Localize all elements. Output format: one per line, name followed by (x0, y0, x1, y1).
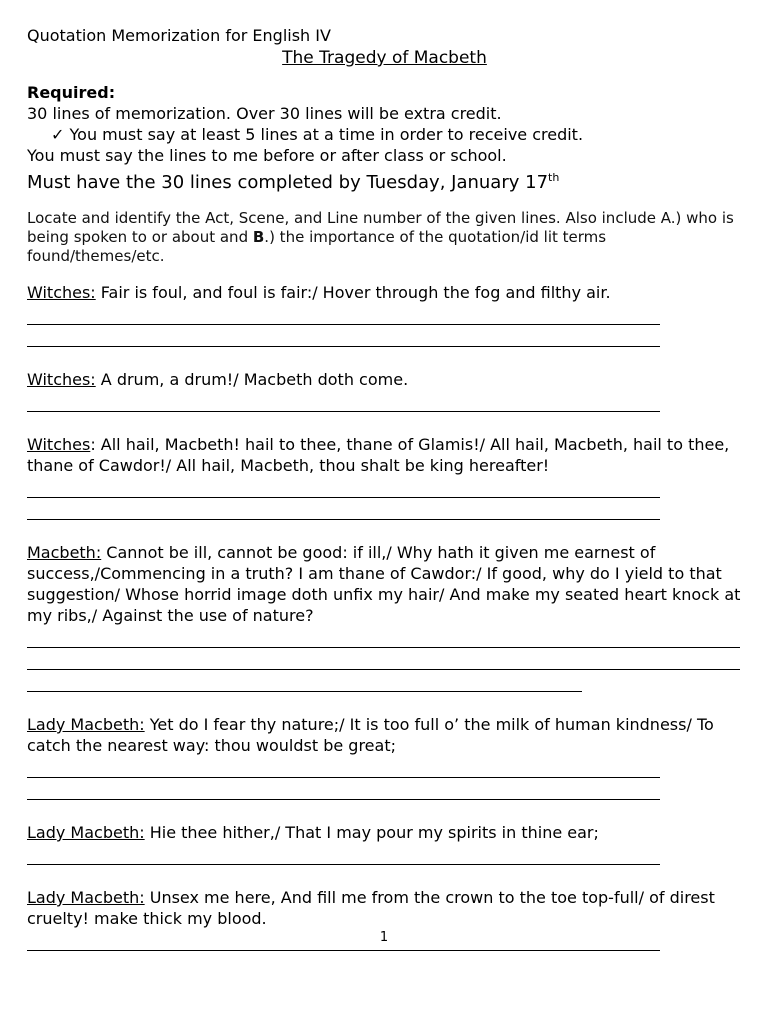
quote-block (27, 542, 742, 626)
quote-block (27, 434, 742, 476)
answer-blank-line[interactable] (27, 518, 660, 520)
quote-text: : All hail, Macbeth! hail to thee, thane of Glamis!/ All hail, Macbeth, hail to thee, thane of Cawdor!/ All hail, Macbeth, thou shalt be king hereafter! (27, 435, 730, 475)
check-mark-icon: ✓ (51, 125, 65, 144)
quote-text: A drum, a drum!/ Macbeth doth come. (95, 370, 409, 389)
answer-blank-line[interactable] (27, 776, 660, 778)
requirement-line-3: You must say the lines to me before or after class or school. (27, 146, 507, 165)
quote-text: Unsex me here, And fill me from the crown to the toe top-full/ of direst cruelty! make thick my blood. (27, 888, 715, 928)
instructions-text-1: Locate and identify the Act, Scene, and Line number of the given lines. Also include A.) who is being spoken to or about and (27, 209, 734, 246)
answer-blank-line[interactable] (27, 949, 660, 951)
answer-blank-line[interactable] (27, 646, 740, 648)
answer-blank-line[interactable] (27, 323, 660, 325)
quote-speaker: Witches: (27, 370, 96, 389)
quote-block (27, 282, 742, 303)
course-heading: Quotation Memorization for English IV (27, 26, 331, 45)
quote-text: Hie thee hither,/ That I may pour my spirits in thine ear; (144, 823, 599, 842)
deadline-line (27, 166, 742, 195)
quote-text: Yet do I fear thy nature;/ It is too full o’ the milk of human kindness/ To catch the nearest way: thou wouldst be great; (27, 715, 714, 755)
quote-block (27, 887, 742, 929)
requirement-line-2 (27, 124, 742, 145)
answer-blank-line[interactable] (27, 798, 660, 800)
quote-speaker: Lady Macbeth: (27, 888, 145, 907)
quote-speaker: Witches (27, 435, 91, 454)
document-page (27, 26, 742, 951)
document-title: The Tragedy of Macbeth (282, 48, 487, 68)
instructions-paragraph (27, 209, 742, 266)
answer-blank-line[interactable] (27, 345, 660, 347)
quote-speaker: Macbeth: (27, 543, 102, 562)
quote-block (27, 369, 742, 390)
instructions-text-2: .) the importance of the quotation/id lit terms found/themes/etc. (27, 228, 607, 265)
answer-blank-line[interactable] (27, 410, 660, 412)
required-label: Required: (27, 83, 116, 102)
requirement-line-1: 30 lines of memorization. Over 30 lines will be extra credit. (27, 104, 502, 123)
requirement-line-2-text: You must say at least 5 lines at a time in order to receive credit. (69, 125, 584, 144)
quote-text: Cannot be ill, cannot be good: if ill,/ Why hath it given me earnest of success,/Commencing in a truth? I am thane of Cawdor:/ If good, why do I yield to that suggestion/ Whose horrid image doth unfix my hair/ And make my seated heart knock at my ribs,/ Against the use of nature? (27, 543, 741, 625)
deadline-text: Must have the 30 lines completed by Tuesday, January 17 (27, 172, 549, 193)
quote-block (27, 714, 742, 756)
quote-speaker: Lady Macbeth: (27, 823, 145, 842)
instructions-bold-b: B (252, 228, 265, 246)
answer-blank-line[interactable] (27, 668, 740, 670)
answer-blank-line[interactable] (27, 863, 660, 865)
quote-block (27, 822, 742, 843)
quote-speaker: Witches: (27, 283, 96, 302)
page-number: 1 (379, 930, 389, 945)
quote-text: Fair is foul, and foul is fair:/ Hover through the fog and filthy air. (95, 283, 611, 302)
answer-blank-line[interactable] (27, 496, 660, 498)
quote-speaker: Lady Macbeth: (27, 715, 145, 734)
answer-blank-line[interactable] (27, 690, 582, 692)
deadline-superscript: th (548, 171, 560, 184)
